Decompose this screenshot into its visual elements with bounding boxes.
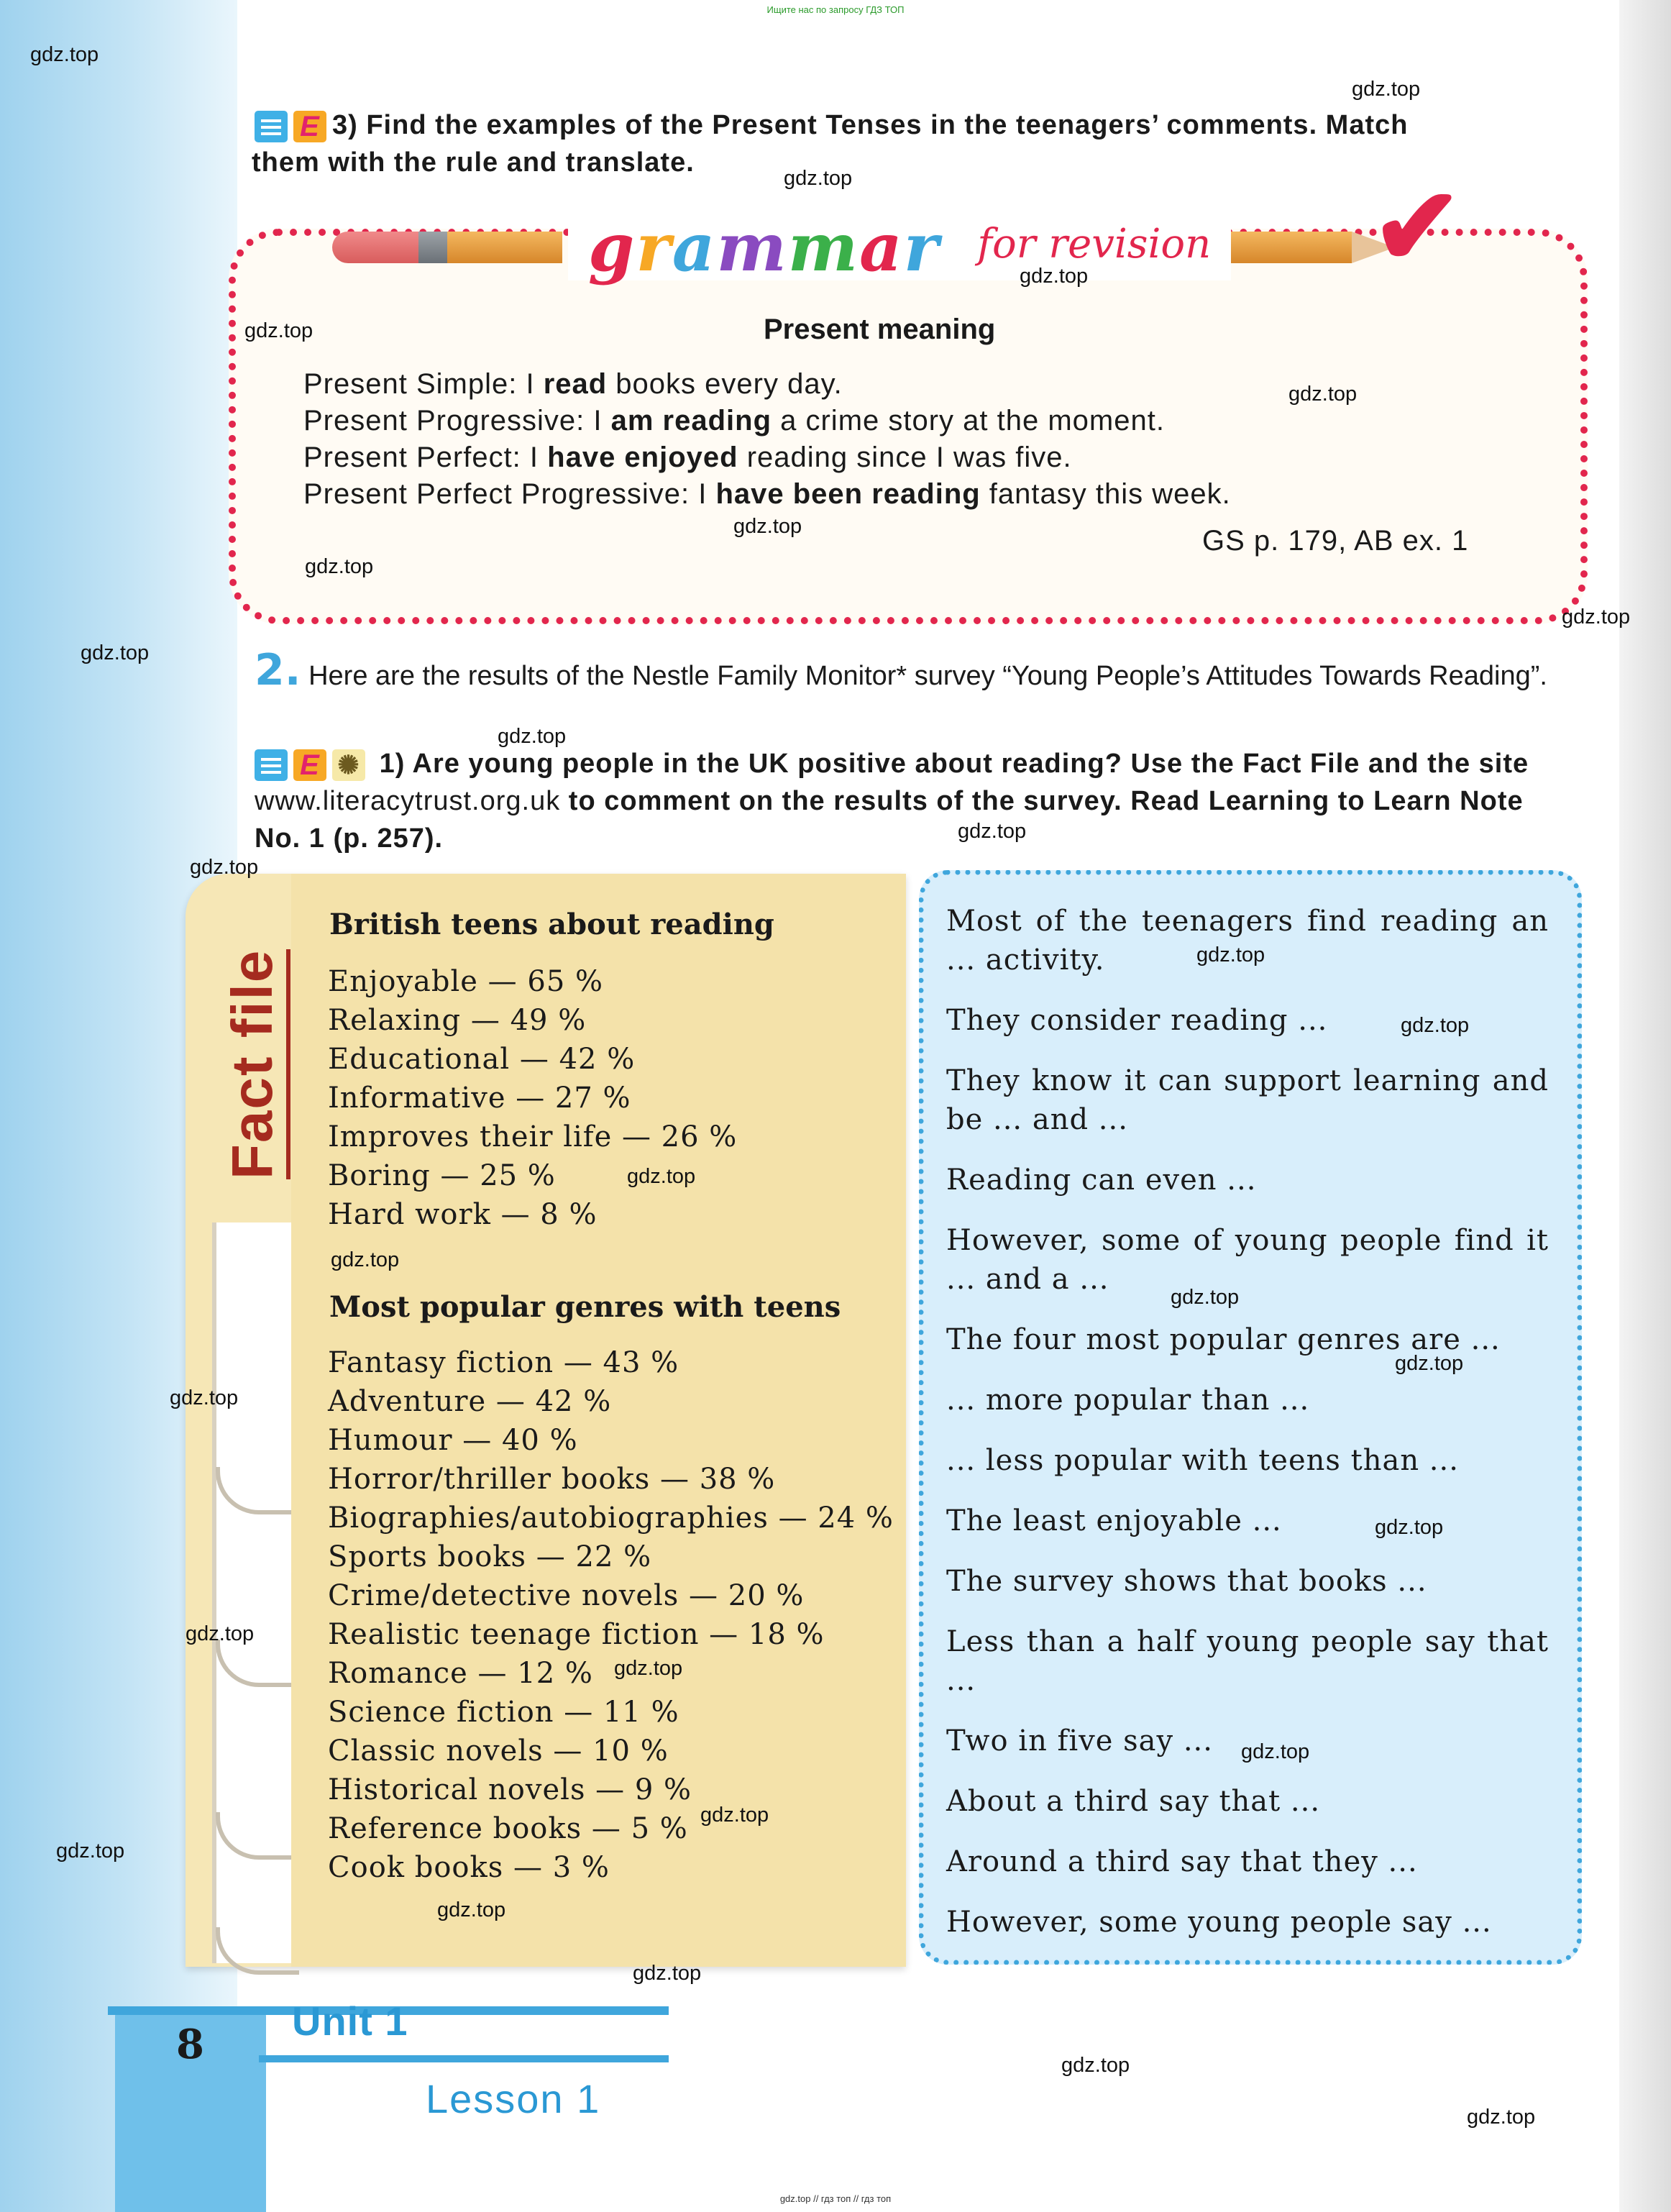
fact-item: Romance — 12 % xyxy=(328,1657,593,1690)
comment-prompt: Around a third say that they ... xyxy=(946,1845,1418,1878)
fact-section-title: Most popular genres with teens xyxy=(329,1290,841,1324)
fact-item: Sports books — 22 % xyxy=(328,1540,652,1573)
comment-prompt: The least enjoyable ... xyxy=(946,1504,1282,1537)
watermark: gdz.top xyxy=(331,1248,400,1271)
fact-item: Hard work — 8 % xyxy=(328,1198,598,1231)
watermark: gdz.top xyxy=(1395,1352,1464,1375)
watermark: gdz.top xyxy=(190,856,259,879)
comment-prompt: ... less popular with teens than ... xyxy=(946,1444,1459,1477)
watermark: gdz.top xyxy=(437,1898,506,1921)
comment-prompt: The survey shows that books ... xyxy=(946,1565,1427,1598)
watermark: gdz.top xyxy=(1352,78,1421,101)
grammar-line-1: Present Simple: I read books every day. xyxy=(303,368,843,400)
grammar-subtitle: for revision xyxy=(977,221,1212,268)
pencil-body-left xyxy=(447,232,562,263)
task3-line1 xyxy=(255,108,1408,142)
watermark: gdz.top xyxy=(1171,1286,1240,1309)
fact-file-label: Fact file xyxy=(220,949,284,1179)
fact-item: Reference books — 5 % xyxy=(328,1812,688,1845)
fact-file-underline xyxy=(286,949,290,1179)
fact-item: Biographies/autobiographies — 24 % xyxy=(328,1502,894,1535)
fact-item: Enjoyable — 65 % xyxy=(328,965,604,998)
task-text-1: 1) Are young people in the UK positive about reading? Use the Fact File and the site xyxy=(379,749,1529,779)
fact-item: Informative — 27 % xyxy=(328,1082,631,1115)
comment-prompt: They consider reading ... xyxy=(946,1004,1328,1037)
fact-section-title: British teens about reading xyxy=(329,908,774,941)
exercise-2-task xyxy=(255,745,1549,857)
comment-prompt: About a third say that ... xyxy=(946,1785,1321,1818)
comment-prompt: However, some of young people find it ... and a ... xyxy=(946,1224,1549,1296)
bottom-note: gdz.top // гдз топ // гдз топ xyxy=(779,2193,892,2204)
fact-item: Educational — 42 % xyxy=(328,1043,636,1076)
watermark: gdz.top xyxy=(784,167,853,190)
watermark: gdz.top xyxy=(1401,1014,1470,1037)
watermark: gdz.top xyxy=(1288,383,1358,406)
watermark: gdz.top xyxy=(186,1622,255,1645)
page-number: 8 xyxy=(176,2021,204,2068)
task-text-2: to comment on the results of the survey. Read Learning to Learn Note No. 1 (p. 257). xyxy=(255,786,1524,854)
grammar-heading: Present meaning xyxy=(764,314,996,345)
pencil-eraser xyxy=(332,232,418,263)
exercise-number: 2. xyxy=(255,645,301,695)
watermark: gdz.top xyxy=(1562,605,1631,629)
site-link[interactable]: www.literacytrust.org.uk xyxy=(255,786,561,816)
watermark: gdz.top xyxy=(244,319,313,342)
top-note: Ищите нас по запросу ГДЗ ТОП xyxy=(766,4,905,15)
comment-prompt: Reading can even ... xyxy=(946,1164,1257,1197)
watermark: gdz.top xyxy=(305,555,374,578)
watermark: gdz.top xyxy=(627,1165,696,1188)
exercise-2-intro xyxy=(255,645,1549,695)
comment-prompt: Most of the teenagers find reading an ... activity. xyxy=(946,905,1549,977)
watermark: gdz.top xyxy=(700,1804,769,1827)
e-icon: E xyxy=(293,111,326,142)
watermark: gdz.top xyxy=(958,820,1027,843)
fact-item: Classic novels — 10 % xyxy=(328,1735,669,1768)
watermark: gdz.top xyxy=(614,1657,683,1680)
list-icon xyxy=(255,111,288,142)
comment-prompt: They know it can support learning and be ... and ... xyxy=(946,1064,1549,1136)
unit-label: Unit 1 xyxy=(292,1998,408,2044)
watermark: gdz.top xyxy=(56,1839,125,1863)
checkmark-icon: ✔ xyxy=(1372,166,1462,287)
grammar-line-4: Present Perfect Progressive: I have been reading fantasy this week. xyxy=(303,478,1231,510)
fact-item: Historical novels — 9 % xyxy=(328,1773,692,1806)
watermark: gdz.top xyxy=(1241,1740,1310,1763)
pencil-ferrule xyxy=(418,232,447,263)
page-right-edge xyxy=(1619,0,1671,2212)
watermark: gdz.top xyxy=(1061,2054,1130,2077)
grammar-word: grammar xyxy=(588,209,940,286)
watermark: gdz.top xyxy=(1196,943,1265,966)
comment-prompt: Two in five say ... xyxy=(946,1724,1213,1758)
fact-item: Adventure — 42 % xyxy=(328,1385,612,1418)
watermark: gdz.top xyxy=(1467,2106,1536,2129)
watermark: gdz.top xyxy=(733,515,802,538)
e-icon: E xyxy=(293,749,326,781)
grammar-reference: GS p. 179, AB ex. 1 xyxy=(1202,525,1469,557)
comment-prompt: Less than a half young people say that ... xyxy=(946,1625,1549,1697)
fact-item: Fantasy fiction — 43 % xyxy=(328,1346,679,1379)
fact-item: Science fiction — 11 % xyxy=(328,1696,679,1729)
fact-item: Crime/detective novels — 20 % xyxy=(328,1579,805,1612)
grammar-line-3: Present Perfect: I have enjoyed reading since I was five. xyxy=(303,442,1072,473)
exercise-2-text: Here are the results of the Nestle Family Monitor* survey “Young People’s Attitudes Towards Reading”. xyxy=(308,661,1547,691)
footer-rule xyxy=(259,2055,669,2062)
comment-prompt: However, some young people say ... xyxy=(946,1906,1492,1939)
watermark: gdz.top xyxy=(498,725,567,748)
task3-line2: them with the rule and translate. xyxy=(252,147,695,178)
watermark: gdz.top xyxy=(170,1386,239,1409)
fact-item: Realistic teenage fiction — 18 % xyxy=(328,1618,825,1651)
grammar-title xyxy=(568,209,1231,286)
watermark: gdz.top xyxy=(81,641,150,664)
fact-item: Boring — 25 % xyxy=(328,1159,556,1192)
task3-text1: 3) Find the examples of the Present Tenses in the teenagers’ comments. Match xyxy=(332,110,1409,140)
watermark: gdz.top xyxy=(633,1962,702,1985)
lesson-label: Lesson 1 xyxy=(426,2076,601,2121)
fact-item: Relaxing — 49 % xyxy=(328,1004,587,1037)
watermark: gdz.top xyxy=(1375,1516,1444,1539)
grammar-line-2: Present Progressive: I am reading a crime story at the moment. xyxy=(303,405,1165,437)
fact-item: Horror/thriller books — 38 % xyxy=(328,1463,776,1496)
watermark: gdz.top xyxy=(30,43,99,66)
web-icon: ✺ xyxy=(332,749,365,781)
list-icon xyxy=(255,749,288,781)
fact-item: Improves their life — 26 % xyxy=(328,1120,738,1153)
watermark: gdz.top xyxy=(1020,265,1089,288)
fact-item: Humour — 40 % xyxy=(328,1424,578,1457)
comment-prompt: ... more popular than ... xyxy=(946,1384,1310,1417)
fact-item: Cook books — 3 % xyxy=(328,1851,610,1884)
comment-prompt: The four most popular genres are ... xyxy=(946,1323,1501,1356)
